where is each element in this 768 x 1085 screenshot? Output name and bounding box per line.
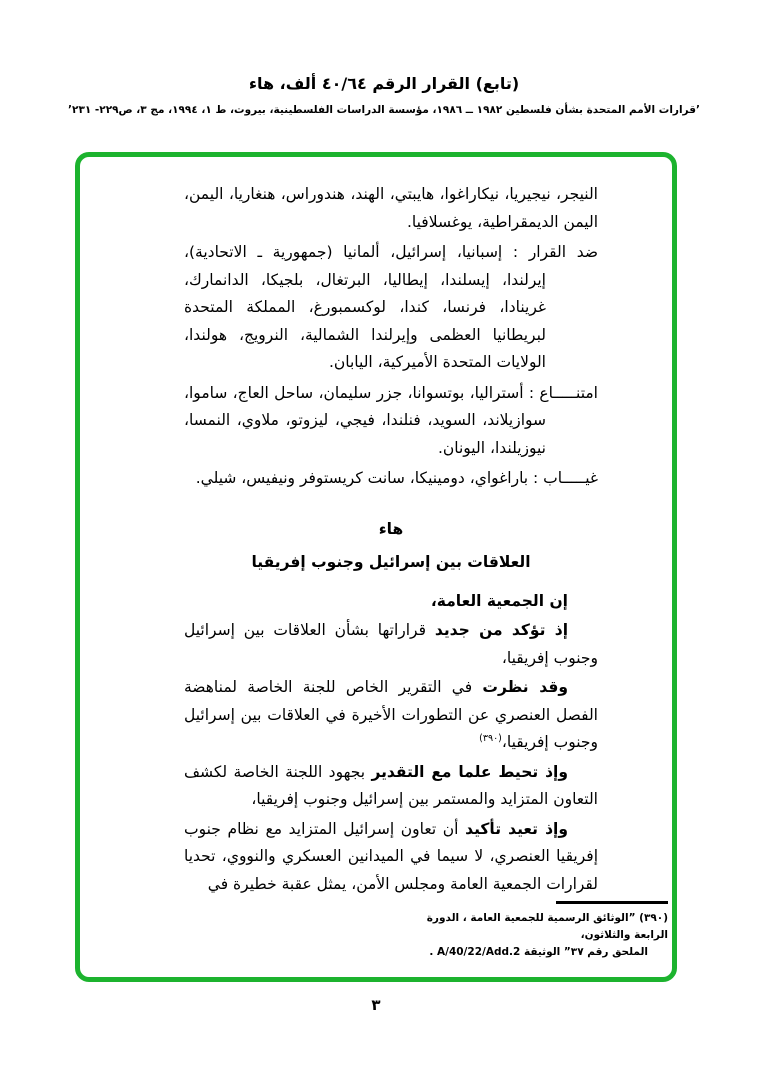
vote-favor-continuation: النيجر، نيجيريا، نيكاراغوا، هايبتي، الهند، هندوراس، هنغاريا، اليمن، اليمن الديمقراطية، يوغسلافيا. xyxy=(184,185,598,231)
resolution-text xyxy=(80,157,672,977)
vote-absent-label: غيـــــاب : xyxy=(528,469,598,487)
vote-absent-list: باراغواي، دومينيكا، سانت كريستوفر ونيفيس، شيلي. xyxy=(195,469,529,487)
vote-abstain-label: امتنـــــاع : xyxy=(523,383,598,402)
vote-against-list: إسبانيا، إسرائيل، ألمانيا (جمهورية ـ الاتحادية)، إيرلندا، إيسلندا، إيطاليا، البرتغال، بلجيكا، الدانمارك، غرينادا، فرنسا، كندا، لوكسمبورغ، المملكة المتحدة لبريطانيا العظمى وإيرلندا الشمالية، النرويج، هولندا، الولايات المتحدة الأميركية، اليابان. xyxy=(184,243,546,371)
paragraph-text: قراراتها بشأن العلاقات بين إسرائيل وجنوب إفريقيا، xyxy=(184,621,598,667)
paragraph-lead: إن الجمعية العامة، xyxy=(430,591,568,610)
paragraph-lead: وإذ تحيط علما مع التقدير xyxy=(371,762,568,781)
paragraph-preamble-3 xyxy=(184,759,598,814)
footnote-line-2: الملحق رقم ٣٧” الوثيقة A/40/22/Add.2 . xyxy=(429,946,648,958)
paragraph-preamble-0 xyxy=(184,588,598,616)
footnote-area xyxy=(408,901,668,961)
vote-absent-block xyxy=(184,465,598,493)
page-number: ٣ xyxy=(371,996,381,1014)
paragraph-text: بجهود اللجنة الخاصة لكشف التعاون المتزايد والمستمر بين إسرائيل وجنوب إفريقيا، xyxy=(184,762,598,808)
section-title-heading: العلاقات بين إسرائيل وجنوب إفريقيا xyxy=(251,553,531,571)
paragraph-lead: إذ تؤكد من جديد xyxy=(434,621,569,639)
paragraph-text: في التقرير الخاص للجنة الخاصة لمناهضة الفصل العنصري عن التطورات الأخيرة في العلاقات بين إسرائيل وجنوب إفريقيا، xyxy=(184,678,598,751)
vote-abstain-list: أستراليا، بوتسوانا، جزر سليمان، ساحل العاج، ساموا، سوازيلاند، السويد، فنلندا، فيجي، ليزوتو، ملاوي، النمسا، نيوزيلندا، اليونان. xyxy=(184,383,546,457)
footnote-line-1: (٣٩٠) ”الوثائق الرسمية للجمعية العامة ، الدورة الرابعة والثلاثون، xyxy=(426,912,668,941)
footnote-reference-390: (٣٩٠) xyxy=(479,732,502,744)
paragraph-lead: وإذ تعيد تأكيد xyxy=(465,819,568,838)
paragraph-preamble-1 xyxy=(184,617,598,672)
vote-against-block xyxy=(184,239,598,377)
highlight-box xyxy=(75,152,677,982)
footnote-separator xyxy=(556,901,668,904)
paragraph-lead: وقد نظرت xyxy=(482,678,569,696)
vote-abstain-block xyxy=(184,380,598,463)
paragraph-preamble-4 xyxy=(184,816,598,899)
vote-against-label: ضد القرار : xyxy=(502,243,599,261)
paragraph-preamble-2 xyxy=(184,674,598,757)
footnote-390 xyxy=(408,910,668,961)
paragraph-text: أن تعاون إسرائيل المتزايد مع نظام جنوب إفريقيا العنصري، لا سيما في الميدانين العسكري والنووي، تحديا لقرارات الجمعية العامة ومجلس الأمن، يمثل عقبة خطيرة في xyxy=(184,819,598,893)
citation-line: ’قرارات الأمم المتحدة بشأن فلسطين ١٩٨٢ ــ ١٩٨٦، مؤسسة الدراسات الفلسطينية، بيروت، ط ١، ١٩٩٤، مج ٣، ص٢٢٩- ٢٣١’ xyxy=(68,104,700,116)
page-title: (تابع) القرار الرقم ٤٠/٦٤ ألف، هاء xyxy=(248,74,520,93)
section-letter-heading: هاء xyxy=(378,519,404,538)
